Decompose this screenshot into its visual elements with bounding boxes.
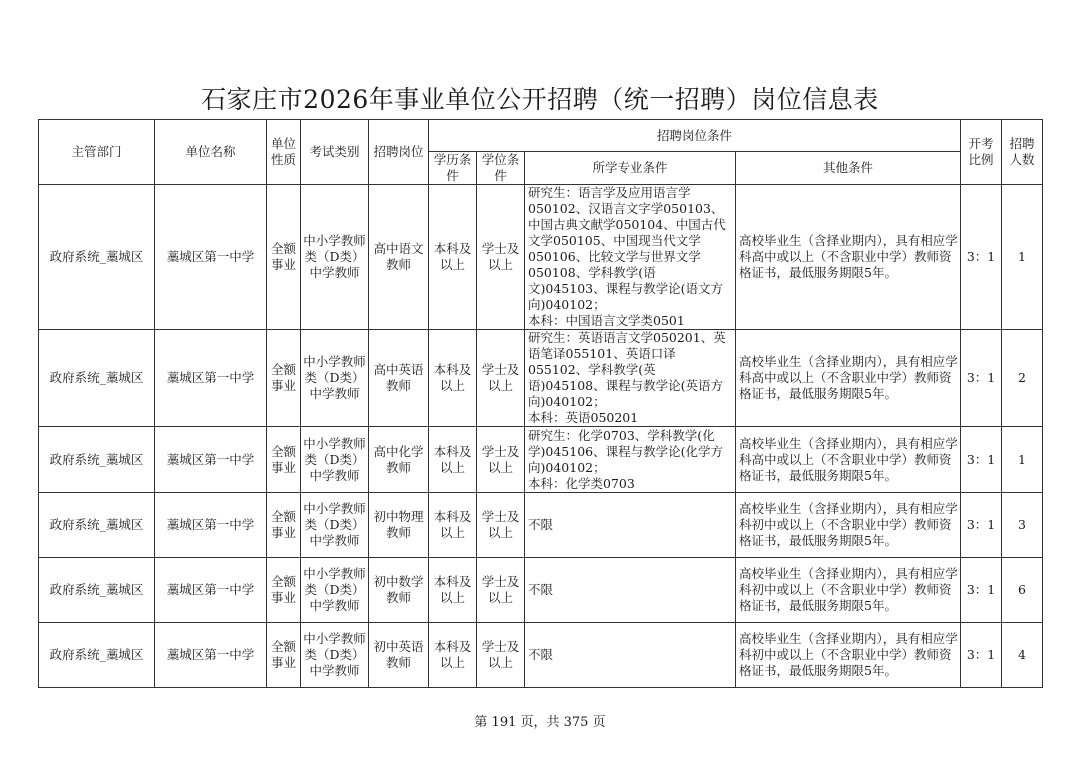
cell-nature: 全额事业 [267,330,301,427]
cell-edu: 本科及以上 [429,427,477,493]
header-conditions: 招聘岗位条件 [429,120,961,152]
table-row [39,493,1043,558]
cell-other: 高校毕业生（含择业期内），具有相应学科初中或以上（不含职业中学）教师资格证书，最低服务期限5年。 [736,558,961,623]
cell-exam: 中小学教师类（D类）中学教师 [301,185,369,330]
cell-ratio: 3：1 [961,185,1002,330]
cell-nature: 全额事业 [267,185,301,330]
cell-count: 4 [1002,623,1043,688]
cell-post: 高中化学教师 [369,427,429,493]
cell-ratio: 3：1 [961,427,1002,493]
cell-other: 高校毕业生（含择业期内），具有相应学科高中或以上（不含职业中学）教师资格证书，最低服务期限5年。 [736,330,961,427]
cell-edu: 本科及以上 [429,493,477,558]
cell-major: 研究生：化学0703、学科教学(化学)045106、课程与教学论(化学方向)040102； 本科：化学类0703 [525,427,736,493]
cell-degree: 学士及以上 [477,427,525,493]
cell-edu: 本科及以上 [429,558,477,623]
cell-nature: 全额事业 [267,623,301,688]
cell-degree: 学士及以上 [477,623,525,688]
header-edu: 学历条件 [429,152,477,185]
cell-ratio: 3：1 [961,558,1002,623]
cell-count: 2 [1002,330,1043,427]
cell-degree: 学士及以上 [477,493,525,558]
cell-major: 研究生：英语语言文学050201、英语笔译055101、英语口译055102、学科教学(英语)045108、课程与教学论(英语方向)040102； 本科：英语050201 [525,330,736,427]
table-row [39,330,1043,427]
cell-degree: 学士及以上 [477,330,525,427]
header-degree: 学位条件 [477,152,525,185]
cell-count: 3 [1002,493,1043,558]
cell-nature: 全额事业 [267,558,301,623]
table-row [39,427,1043,493]
cell-dept: 政府系统_藁城区 [39,185,155,330]
header-exam: 考试类别 [301,120,369,185]
cell-major: 不限 [525,558,736,623]
cell-degree: 学士及以上 [477,558,525,623]
cell-exam: 中小学教师类（D类）中学教师 [301,558,369,623]
cell-unit: 藁城区第一中学 [155,623,267,688]
cell-degree: 学士及以上 [477,185,525,330]
cell-post: 初中物理教师 [369,493,429,558]
cell-other: 高校毕业生（含择业期内），具有相应学科初中或以上（不含职业中学）教师资格证书，最低服务期限5年。 [736,493,961,558]
cell-ratio: 3：1 [961,493,1002,558]
header-unit: 单位名称 [155,120,267,185]
cell-ratio: 3：1 [961,330,1002,427]
table-row [39,558,1043,623]
cell-edu: 本科及以上 [429,330,477,427]
cell-dept: 政府系统_藁城区 [39,493,155,558]
cell-major: 不限 [525,493,736,558]
cell-major: 不限 [525,623,736,688]
cell-unit: 藁城区第一中学 [155,185,267,330]
cell-major: 研究生：语言学及应用语言学050102、汉语言文字学050103、中国古典文献学050104、中国古代文学050105、中国现当代文学050106、比较文学与世界文学050108、学科教学(语文)045103、课程与教学论(语文方向)040102； 本科：中国语言文学类0501 [525,185,736,330]
table-row [39,623,1043,688]
cell-post: 初中英语教师 [369,623,429,688]
page-title: 石家庄市2026年事业单位公开招聘（统一招聘）岗位信息表 [201,85,879,114]
cell-dept: 政府系统_藁城区 [39,427,155,493]
cell-post: 初中数学教师 [369,558,429,623]
cell-exam: 中小学教师类（D类）中学教师 [301,623,369,688]
cell-exam: 中小学教师类（D类）中学教师 [301,427,369,493]
cell-unit: 藁城区第一中学 [155,558,267,623]
cell-unit: 藁城区第一中学 [155,330,267,427]
cell-post: 高中英语教师 [369,330,429,427]
header-major: 所学专业条件 [525,152,736,185]
header-nature: 单位性质 [267,120,301,185]
cell-count: 6 [1002,558,1043,623]
cell-dept: 政府系统_藁城区 [39,623,155,688]
header-dept: 主管部门 [39,120,155,185]
cell-count: 1 [1002,427,1043,493]
table-body [39,185,1043,688]
header-post: 招聘岗位 [369,120,429,185]
cell-post: 高中语文教师 [369,185,429,330]
job-table [38,119,1043,688]
header-other: 其他条件 [736,152,961,185]
cell-ratio: 3：1 [961,623,1002,688]
cell-other: 高校毕业生（含择业期内），具有相应学科初中或以上（不含职业中学）教师资格证书，最低服务期限5年。 [736,623,961,688]
cell-edu: 本科及以上 [429,623,477,688]
table-row [39,185,1043,330]
cell-exam: 中小学教师类（D类）中学教师 [301,330,369,427]
cell-nature: 全额事业 [267,493,301,558]
cell-other: 高校毕业生（含择业期内），具有相应学科高中或以上（不含职业中学）教师资格证书，最低服务期限5年。 [736,185,961,330]
cell-exam: 中小学教师类（D类）中学教师 [301,493,369,558]
cell-dept: 政府系统_藁城区 [39,558,155,623]
page-footer: 第 191 页，共 375 页 [474,715,606,730]
cell-unit: 藁城区第一中学 [155,493,267,558]
header-ratio: 开考比例 [961,120,1002,185]
cell-other: 高校毕业生（含择业期内），具有相应学科高中或以上（不含职业中学）教师资格证书，最低服务期限5年。 [736,427,961,493]
cell-unit: 藁城区第一中学 [155,427,267,493]
cell-dept: 政府系统_藁城区 [39,330,155,427]
cell-count: 1 [1002,185,1043,330]
cell-edu: 本科及以上 [429,185,477,330]
header-count: 招聘人数 [1002,120,1043,185]
cell-nature: 全额事业 [267,427,301,493]
